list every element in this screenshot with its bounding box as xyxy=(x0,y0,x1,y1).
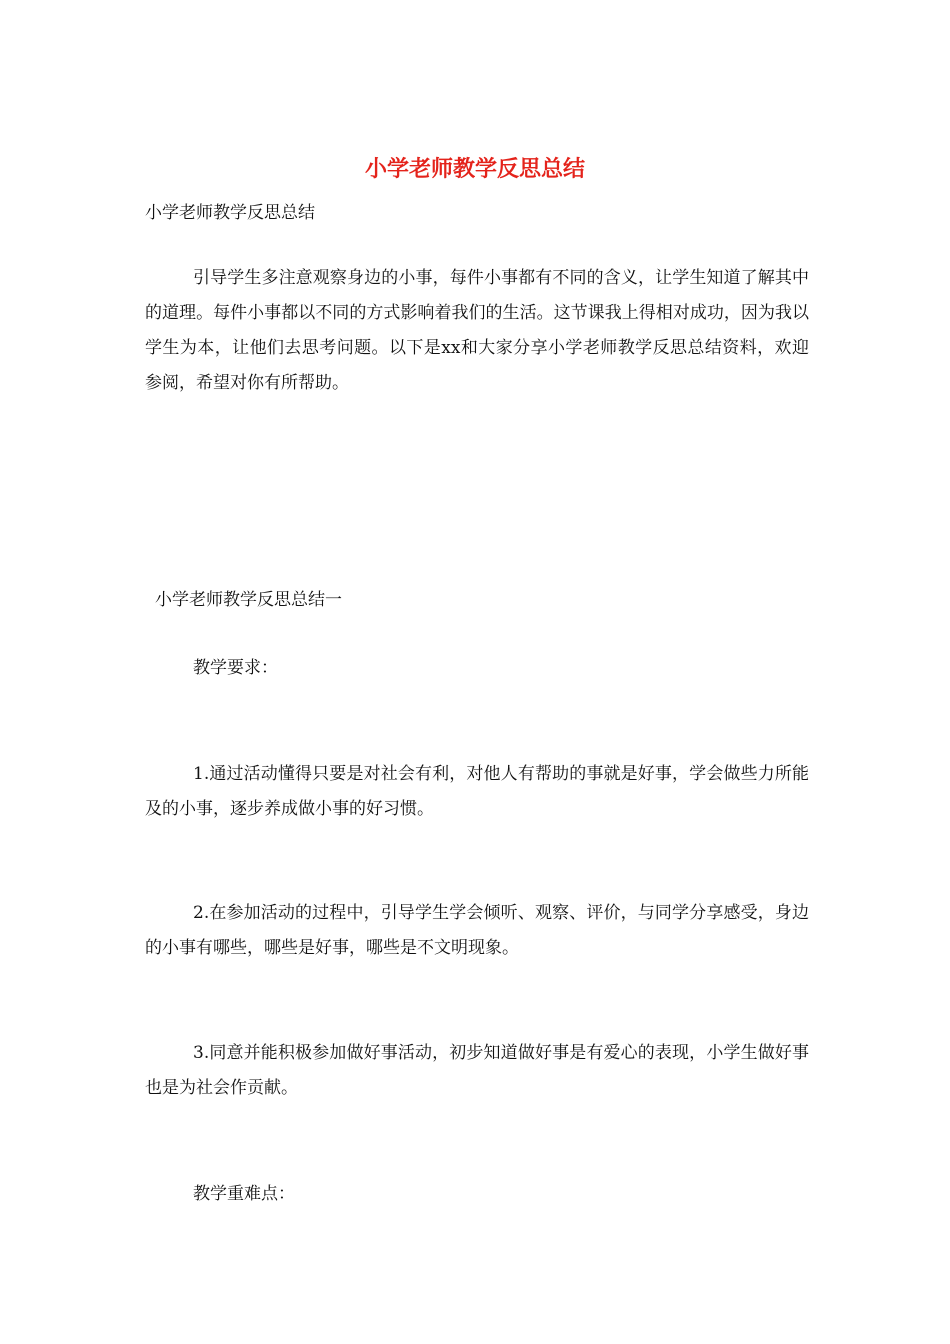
requirement-item-3: 3.同意并能积极参加做好事活动，初步知道做好事是有爱心的表现，小学生做好事也是为社会作贡献。 xyxy=(145,1043,809,1098)
requirements-label: 教学要求： xyxy=(193,658,278,678)
section-title: 小学老师教学反思总结一 xyxy=(155,590,342,610)
intro-paragraph: 引导学生多注意观察身边的小事，每件小事都有不同的含义，让学生知道了解其中的道理。每件小事都以不同的方式影响着我们的生活。这节课我上得相对成功，因为我以学生为本，让他们去思考问题。以下是xx和大家分享小学老师教学反思总结资料，欢迎参阅，希望对你有所帮助。 xyxy=(145,268,809,393)
document-subtitle: 小学老师教学反思总结 xyxy=(145,203,315,223)
document-title: 小学老师教学反思总结 xyxy=(364,156,585,182)
requirement-item-1: 1.通过活动懂得只要是对社会有利，对他人有帮助的事就是好事，学会做些力所能及的小事，逐步养成做小事的好习惯。 xyxy=(145,764,809,819)
key-points-label: 教学重难点： xyxy=(193,1184,295,1204)
requirement-item-2: 2.在参加活动的过程中，引导学生学会倾听、观察、评价，与同学分享感受，身边的小事有哪些，哪些是好事，哪些是不文明现象。 xyxy=(145,903,809,958)
